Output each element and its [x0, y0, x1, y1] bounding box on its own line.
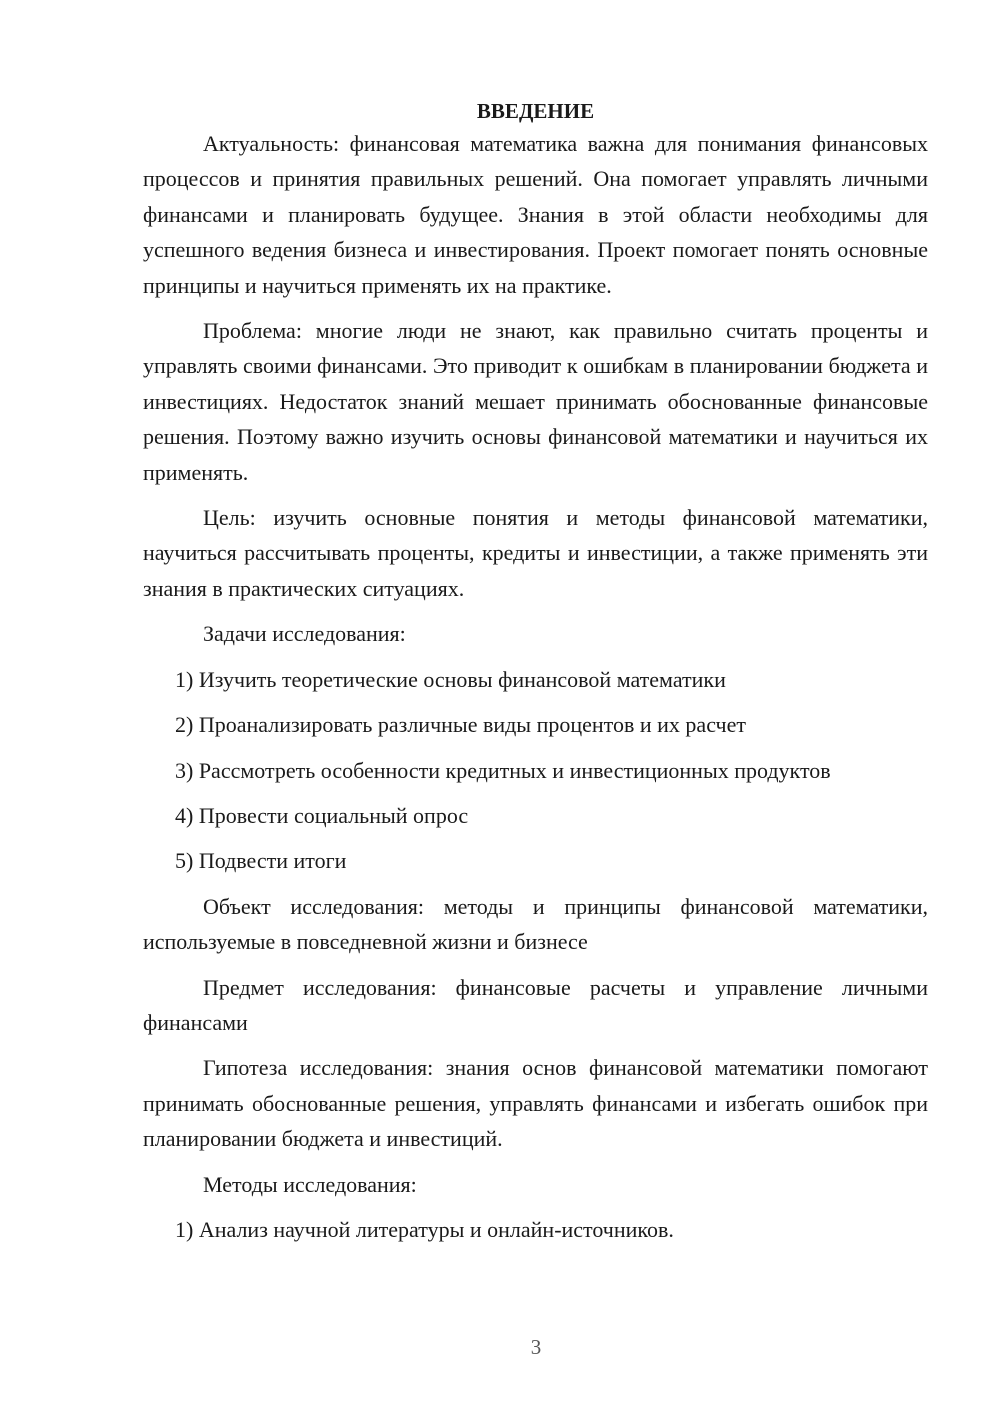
list-item: 1) Анализ научной литературы и онлайн-источников. — [175, 1216, 674, 1242]
list-item: 1) Изучить теоретические основы финансовой математики — [175, 666, 726, 692]
goal-paragraph: Цель: изучить основные понятия и методы финансовой математики, научиться рассчитывать проценты, кредиты и инвестиции, а также применять эти знания в практических ситуациях. — [143, 505, 928, 601]
document-page — [143, 96, 928, 1257]
tasks-heading: Задачи исследования: — [203, 621, 406, 647]
methods-list — [143, 1212, 928, 1247]
relevance-paragraph: Актуальность: финансовая математика важна для понимания финансовых процессов и принятия правильных решений. Она помогает управлять личными финансами и планировать будущее. Знания в этой области необходимы для успешного ведения бизнеса и инвестирования. Проект помогает понять основные принципы и научиться применять их на практике. — [143, 131, 928, 298]
page-number: 3 — [530, 1335, 542, 1359]
methods-heading: Методы исследования: — [203, 1171, 417, 1197]
page-title: ВВЕДЕНИЕ — [476, 99, 595, 123]
problem-paragraph: Проблема: многие люди не знают, как правильно считать проценты и управлять своими финансами. Это приводит к ошибкам в планировании бюджета и инвестициях. Недостаток знаний мешает принимать обоснованные финансовые решения. Поэтому важно изучить основы финансовой математики и научиться их применять. — [143, 318, 928, 485]
object-paragraph: Объект исследования: методы и принципы финансовой математики, используемые в повседневной жизни и бизнесе — [143, 893, 928, 955]
list-item: 4) Провести социальный опрос — [175, 802, 469, 828]
tasks-list — [143, 662, 928, 879]
hypothesis-paragraph: Гипотеза исследования: знания основ финансовой математики помогают принимать обоснованные решения, управлять финансами и избегать ошибок при планировании бюджета и инвестиций. — [143, 1055, 928, 1152]
list-item: 5) Подвести итоги — [175, 848, 347, 874]
list-item: 3) Рассмотреть особенности кредитных и инвестиционных продуктов — [175, 757, 831, 783]
list-item: 2) Проанализировать различные виды процентов и их расчет — [175, 712, 746, 738]
subject-paragraph: Предмет исследования: финансовые расчеты и управление личными финансами — [143, 974, 928, 1035]
